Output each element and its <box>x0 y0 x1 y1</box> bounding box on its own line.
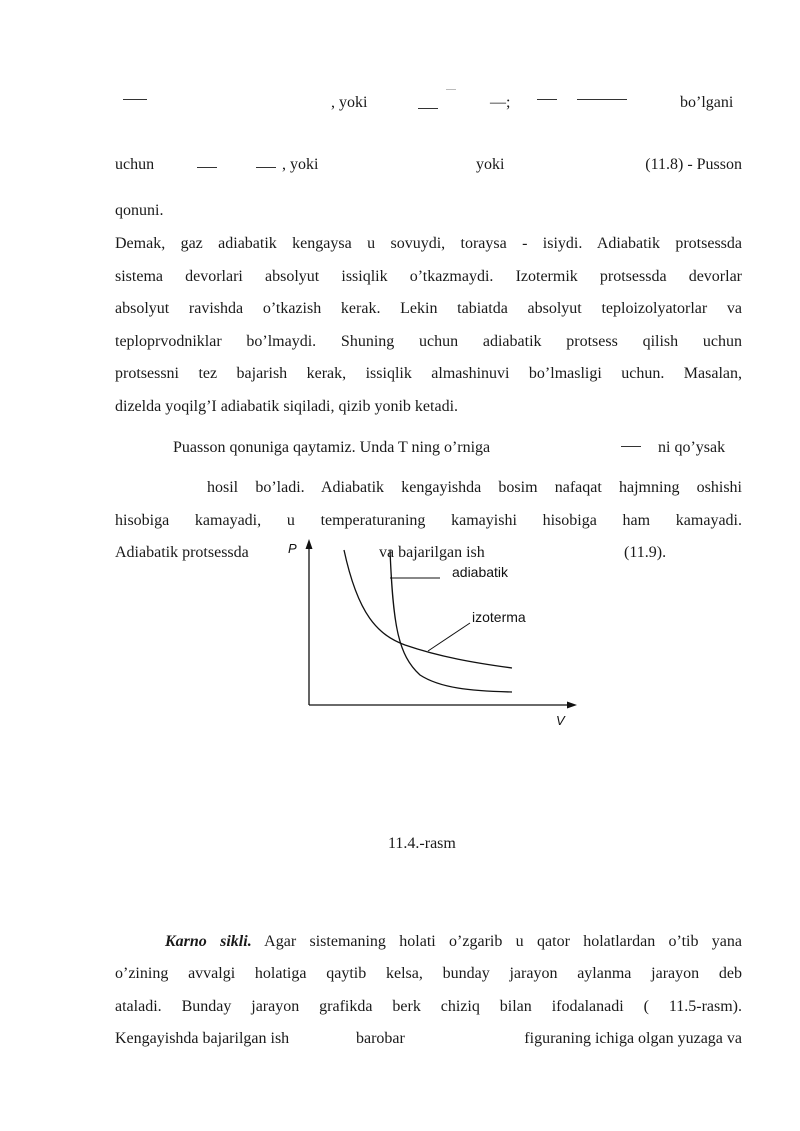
paragraph-line: protsessni tez bajarish kerak, issiqlik almashinuvi bo’lmasligi uchun. Masalan, <box>115 365 742 382</box>
formula-fraction-bar <box>537 99 557 100</box>
text-comma-yoki: , yoki <box>331 94 368 111</box>
formula-fraction-bar <box>621 446 641 447</box>
paragraph-line: o’zining avvalgi holatiga qaytib kelsa, bunday jarayon aylanma jarayon deb <box>115 965 742 982</box>
text-adiabatik-protsessda: Adiabatik protsessda <box>115 544 249 561</box>
text-semicolon: —; <box>490 94 511 111</box>
paragraph-line <box>165 933 742 951</box>
pv-diagram <box>280 535 580 735</box>
text-yoki: yoki <box>476 156 505 173</box>
text-va-bajarilgan-ish: va bajarilgan ish <box>379 544 485 561</box>
text-barobar: barobar <box>356 1030 405 1047</box>
karno-text: Agar sistemaning holati o’zgarib u qator holatlardan o’tib yana <box>264 933 743 950</box>
text-qonuni: qonuni. <box>115 202 164 219</box>
formula-fraction-bar <box>197 167 217 168</box>
paragraph-line: Demak, gaz adiabatik kengaysa u sovuydi, toraysa - isiydi. Adiabatik protsessda <box>115 235 742 252</box>
paragraph-line: sistema devorlari absolyut issiqlik o’tkazmaydi. Izotermik protsessda devorlar <box>115 267 742 285</box>
paragraph-line: hosil bo’ladi. Adiabatik kengayishda bosim nafaqat hajmning oshishi <box>207 479 742 496</box>
text-figuraning: figuraning ichiga olgan yuzaga va <box>524 1030 742 1047</box>
adiabatik-label: adiabatik <box>452 564 509 580</box>
paragraph-line: absolyut ravishda o’tkazish kerak. Lekin tabiatda absolyut teploizolyatorlar va <box>115 300 742 317</box>
formula-reference: (11.9). <box>624 544 667 561</box>
text-kengayishda: Kengayishda bajarilgan ish <box>115 1030 290 1047</box>
karno-title: Karno sikli. <box>165 933 252 950</box>
figure-caption: 11.4.-rasm <box>388 835 456 852</box>
v-axis-arrow <box>567 702 577 709</box>
izoterma-label: izoterma <box>472 609 526 625</box>
paragraph-adiabatic <box>115 228 742 423</box>
text-puasson: Puasson qonuniga qaytamiz. Unda T ning o’rniga <box>173 439 491 456</box>
paragraph-line: ataladi. Bunday jarayon grafikda berk chiziq bilan ifodalanadi ( 11.5-rasm). <box>115 998 742 1015</box>
formula-fraction-bar <box>123 99 147 100</box>
paragraph-line: teploprvodniklar bo’lmaydi. Shuning uchun adiabatik protsess qilish uchun <box>115 332 742 350</box>
paragraph-line: dizelda yoqilg’I adiabatik siqiladi, qizib yonib ketadi. <box>115 397 459 415</box>
formula-fraction-bar <box>577 99 627 100</box>
formula-fraction-bar <box>256 167 276 168</box>
p-axis-arrow <box>306 539 313 549</box>
formula-reference: (11.8) - Pusson <box>645 156 742 173</box>
paragraph-line: hisobiga kamayadi, u temperaturaning kamayishi hisobiga ham kamayadi. <box>115 512 742 529</box>
text-uchun: uchun <box>115 156 155 173</box>
p-axis-label: P <box>288 541 297 556</box>
formula-fraction-bar <box>418 108 438 109</box>
izoterma-leader <box>428 623 470 651</box>
text-bolgani: bo’lgani <box>680 94 734 111</box>
formula-fraction-bar <box>446 89 456 90</box>
v-axis-label: V <box>556 713 565 728</box>
text-ni-qoysak: ni qo’ysak <box>658 439 726 456</box>
text-comma-yoki: , yoki <box>282 156 319 173</box>
